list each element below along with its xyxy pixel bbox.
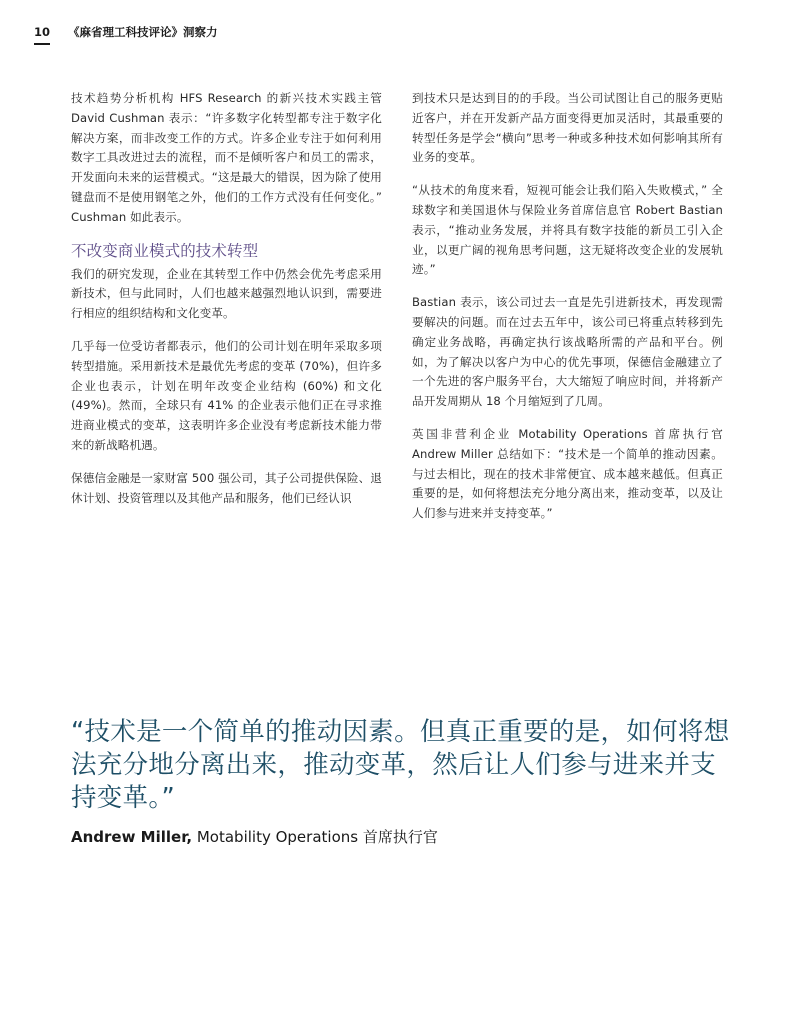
header-rule xyxy=(34,43,50,45)
quote-author-title: Motability Operations 首席执行官 xyxy=(192,828,438,846)
paragraph: 技术趋势分析机构 HFS Research 的新兴技术实践主管 David Cushman 表示：“许多数字化转型都专注于数字化解决方案，而非改变工作的方式。许多企业专注于如何利用数字工具改进过去的流程，而不是倾听客户和员工的需求，开发面向未来的运营模式。“这是最大的错误，因为除了使用键盘而不是使用钢笔之外，他们的工作方式没有任何变化。” Cushman 如此表示。 xyxy=(71,91,382,224)
paragraph: 保德信金融是一家财富 500 强公司，其子公司提供保险、退休计划、投资管理以及其他产品和服务，他们已经认识 xyxy=(71,470,382,505)
quote-attribution xyxy=(71,826,438,847)
pull-quote: “技术是一个简单的推动因素。但真正重要的是，如何将想法充分地分离出来，推动变革，然后让人们参与进来并支持变革。” xyxy=(71,717,730,813)
page-header xyxy=(34,22,218,42)
left-column xyxy=(71,89,382,521)
paragraph: 英国非营利企业 Motability Operations 首席执行官 Andrew Miller 总结如下：“技术是一个简单的推动因素。与过去相比，现在的技术非常便宜、成本越来越低。但真正重要的是，如何将想法充分地分离出来，推动变革，以及让人们参与进来并支持变革。” xyxy=(412,426,723,521)
right-column xyxy=(412,89,723,537)
paragraph: 到技术只是达到目的的手段。当公司试图让自己的服务更贴近客户，并在开发新产品方面变得更加灵活时，其最重要的转型任务是学会“横向”思考一种或多种技术如何影响其所有业务的变革。 xyxy=(412,91,723,165)
paragraph: 我们的研究发现，企业在其转型工作中仍然会优先考虑采用新技术，但与此同时，人们也越来越强烈地认识到，需要进行相应的组织结构和文化变革。 xyxy=(71,266,382,321)
paragraph: Bastian 表示，该公司过去一直是先引进新技术，再发现需要解决的问题。而在过去五年中，该公司已将重点转移到先确定业务战略，再确定执行该战略所需的产品和平台。例如，为了解决以客户为中心的优先事项，保德信金融建立了一个先进的客户服务平台，大大缩短了响应时间，并将新产品开发周期从 18 个月缩短到了几周。 xyxy=(412,295,723,409)
paragraph: “从技术的角度来看，短视可能会让我们陷入失败模式，” 全球数字和美国退休与保险业务首席信息官 Robert Bastian 表示，“推动业务发展，并将具有数字技能的新员工引入企业，以更广阔的视角思考问题，这无疑将改变企业的发展轨迹。” xyxy=(412,183,723,277)
publication-title: 《麻省理工科技评论》洞察力 xyxy=(68,25,218,39)
paragraph: 几乎每一位受访者都表示，他们的公司计划在明年采取多项转型措施。采用新技术是最优先考虑的变革 (70%)，但许多企业也表示，计划在明年改变企业结构 (60%) 和文化 (49%)。然而，全球只有 41% 的企业表示他们正在寻求推进商业模式的变革，这表明许多企业没有考虑新技术能力带来的新战略机遇。 xyxy=(71,338,382,452)
section-heading: 不改变商业模式的技术转型 xyxy=(71,241,259,260)
page-number: 10 xyxy=(34,25,51,39)
quote-author-name: Andrew Miller, xyxy=(71,828,193,846)
